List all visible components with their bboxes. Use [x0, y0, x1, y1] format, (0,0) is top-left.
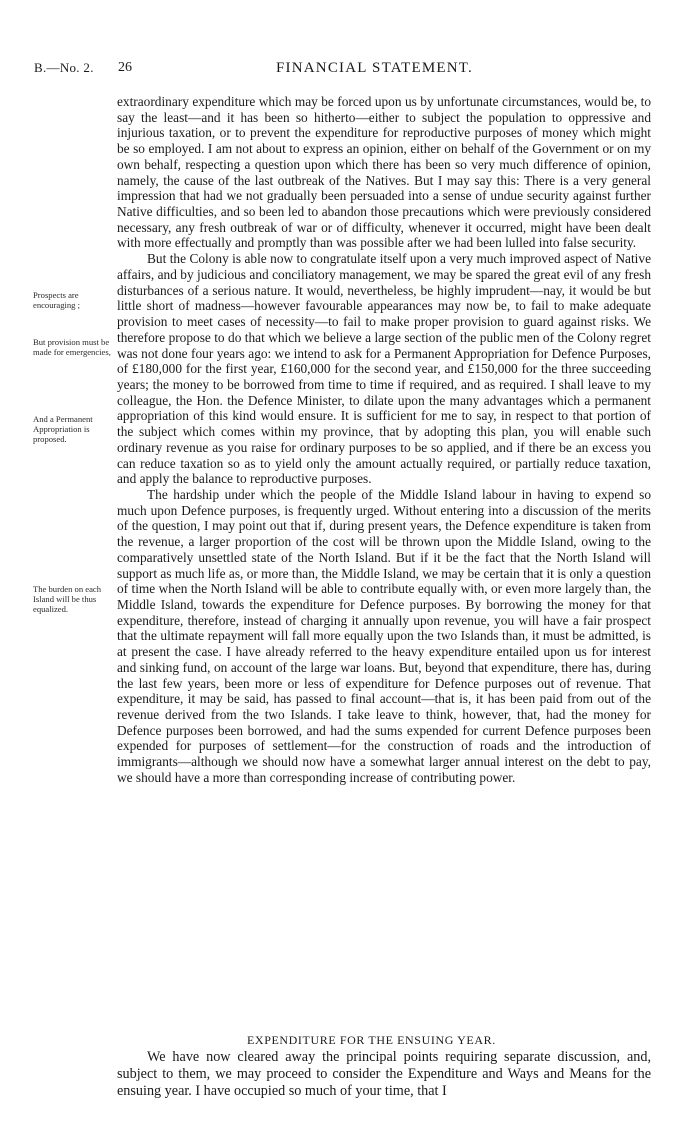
margin-note-prospects: Prospects are encouraging ;	[33, 290, 81, 310]
paragraph-middle-island: The hardship under which the people of the Middle Island labour in having to expend so much upon Defence purposes, is frequently urged. Without entering into a discussion of the merits of the question, I may point out that if, during present years, the Defence expenditure is taken from the revenue, a larger proportion of the cost will be thrown upon the Middle Island, owing to the comparatively unsettled state of the North Island. But if it be the fact that the North Island will support as much life as, or more than, the Middle Island, we may be certain that it is only a question of time when the North Island will be able to contribute equally with, or even more largely than, the Middle Island, towards the expenditure for Defence purposes. By borrowing the money for that expenditure, therefore, instead of charging it annually upon revenue, you will have a fair prospect that the ultimate repayment will fall more equally upon the two Islands than, it must be admitted, is at present the case. I have already referred to the heavy expenditure entailed upon us for interest and sinking fund, on account of the large war loans. But, beyond that expenditure, there has, during the last few years, been more or less of expenditure for Defence purposes out of revenue. That expenditure, it may be said, has passed to final account—that is, it has been paid from out of the revenue derived from the two Islands. I take leave to think, however, that, had the money for Defence purposes been borrowed, and had the sums expended for current Defence purposes been expended for purposes of settlement—for the construction of roads and the introduction of immigrants—although we should now have a somewhat larger annual interest on the debt to pay, we should have a more than corresponding increase of contributing power.	[117, 486, 651, 785]
section-body	[117, 1049, 651, 1100]
paragraph-continuation: extraordinary expenditure which may be forced upon us by unfortunate circumstances, would be, to say the least—and it has been so hitherto—either to subject the population to oppressive and injurious taxation, or to prevent the expenditure for reproductive purposes of money which might be so employed. I am not about to express an opinion, either on behalf of the Government or on my own behalf, respecting a question upon which there has been so very much difference of opinion, namely, the cause of the last outbreak of the Natives. But I may say this: There is a very general impression that had we not gradually been persuaded into a sense of undue security against further Native difficulties, and so been led to abandon those precautions which were previously considered necessary, any fresh outbreak of war or of difficulty, whenever it occurred, might have been dealt with more effectually and promptly than was possible after we had been lulled into false security.	[117, 94, 651, 251]
page-number: 26	[118, 60, 132, 75]
document-reference: B.—No. 2.	[34, 60, 94, 75]
margin-note-burden: The burden on each Island will be thus equalized.	[33, 584, 102, 614]
page-header	[0, 60, 700, 80]
main-body	[117, 94, 651, 786]
section-heading: EXPENDITURE FOR THE ENSUING YEAR.	[247, 1033, 496, 1047]
paragraph-native-affairs: But the Colony is able now to congratulate itself upon a very much improved aspect of Native affairs, and by judicious and conciliatory management, we may be spared the great evil of any fresh disturbances of a serious nature. It would, nevertheless, be highly imprudent—nay, it would be but little short of madness—however favourable appearances may now be, to fail to make adequate provision to meet cases of necessity—to fail to make proper provision to guard against risks. We therefore propose to do that which we believe a large section of the public men of the Colony regret was not done four years ago: we intend to ask for a Permanent Appropriation for Defence Purposes, of £180,000 for the first year, £160,000 for the second year, and £150,000 for the three succeeding years; the money to be borrowed from time to time if required, and as required. I shall leave to my colleague, the Hon. the Defence Minister, to dilate upon the many advantages which a permanent appropriation of this kind would ensure. It is sufficient for me to say, in respect to that portion of the subject which comes within my province, that by adopting this plan, you will enable such ordinary revenue as you raise for ordinary purposes to be so applied, and if there be an excess you can reduce taxation so as to yield only the amount actually required, or partially reduce taxation, and apply the balance to reproductive purposes.	[117, 251, 651, 487]
paragraph-expenditure: We have now cleared away the principal points requiring separate discussion, and, subject to them, we may proceed to consider the Expenditure and Ways and Means for the ensuing year. I have occupied so much of your time, that I	[117, 1049, 651, 1099]
running-title: FINANCIAL STATEMENT.	[276, 60, 473, 76]
margin-note-appropriation: And a Permanent Appropriation is proposed.	[33, 414, 93, 444]
margin-note-provision: But provision must be made for emergencies,	[33, 337, 111, 357]
